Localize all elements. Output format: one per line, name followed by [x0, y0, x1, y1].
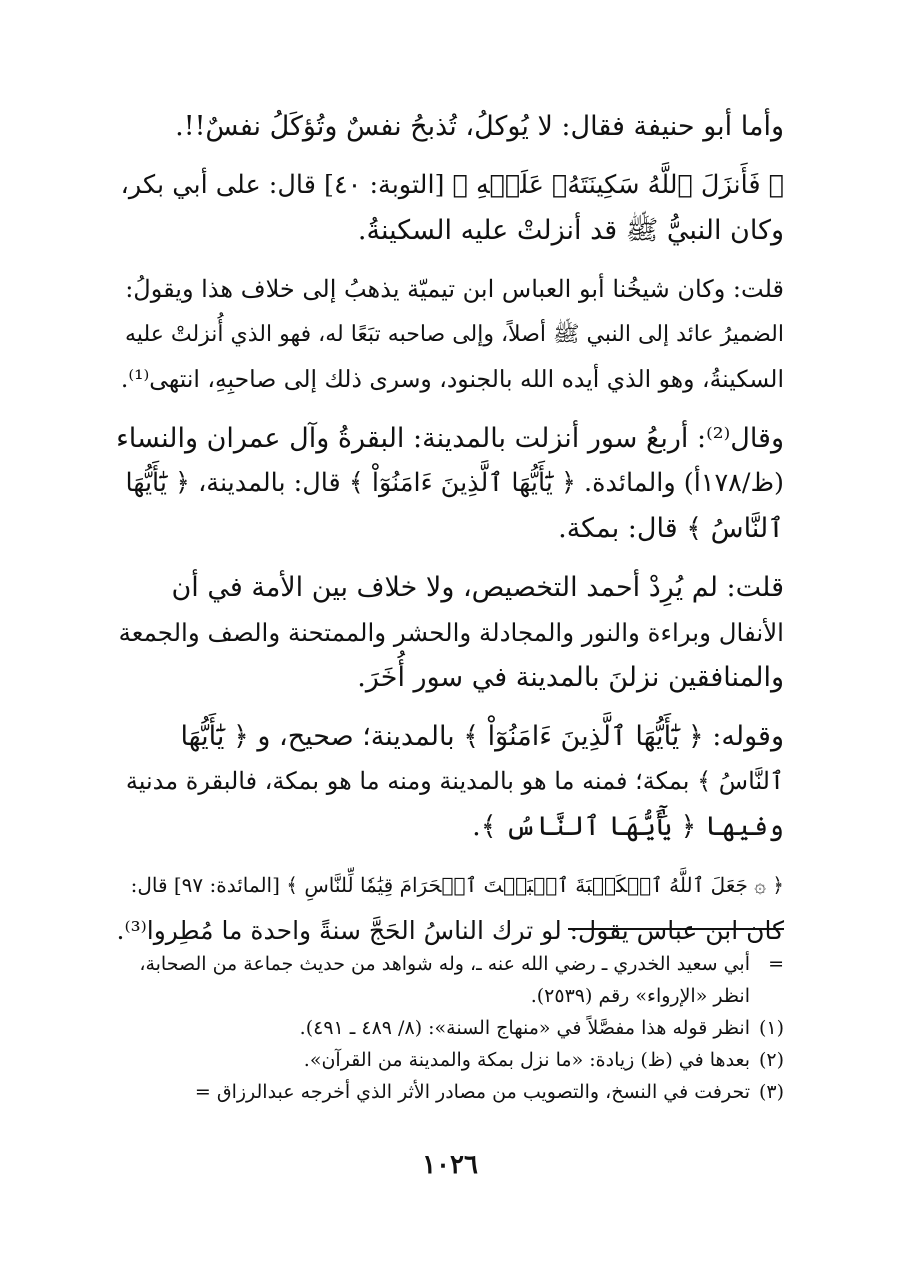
footnote-separator	[568, 928, 784, 930]
text-line: قلت: وكان شيخُنا أبو العباس ابن تيميّة يذهبُ إلى خلاف هذا ويقولُ:	[125, 275, 784, 303]
text-line: ﴿ فَأَنزَلَ ٱللَّهُ سَكِينَتَهُۥ عَلَيۡهِ ﴾ [التوبة: ٤٠] قال: على أبي بكر،	[120, 170, 784, 200]
footnote-2	[116, 1044, 784, 1076]
text-line: السكينةُ، وهو الذي أيده الله بالجنود، وسرى ذلك إلى صاحبِهِ، انتهى⁽¹⁾.	[120, 365, 784, 393]
paragraph-ibn-taymiyya	[116, 267, 784, 402]
text-line: بعدها في (ظ) زيادة: «ما نزل بمكة والمدينة من القرآن».	[303, 1049, 750, 1071]
main-text	[116, 104, 784, 967]
footnote-text	[116, 1044, 750, 1076]
paragraph-abu-hanifa	[116, 104, 784, 149]
footnote-3	[116, 1076, 784, 1108]
paragraph-ya-ayyuha	[116, 714, 784, 849]
text-line: ٱلنَّاسُ ﴾ قال: بمكة.	[558, 513, 784, 544]
text-line: وكان النبيُّ ﷺ قد أنزلتْ عليه السكينةُ.	[357, 215, 784, 246]
paragraph-four-surahs	[116, 416, 784, 551]
text-line: وفيها ﴿ يَٰٓأَيُّهَا ٱلنَّاسُ ﴾.	[472, 811, 784, 842]
text-line: الضميرُ عائد إلى النبي ﷺ أصلاً، وإلى صاحبه تبَعًا له، فهو الذي أُنزلتْ عليه	[125, 322, 784, 347]
paragraph-sakina-verse	[116, 163, 784, 253]
footnote-mark: (٢)	[758, 1049, 784, 1071]
footnote-continuation	[116, 948, 784, 1012]
text-line: وقال⁽²⁾: أربعُ سور أنزلت بالمدينة: البقرةُ وآل عمران والنساء	[116, 423, 784, 454]
text-line: تحرفت في النسخ، والتصويب من مصادر الأثر الذي أخرجه عبدالرزاق =	[194, 1081, 750, 1103]
footnote-mark: =	[768, 953, 784, 975]
page-number: ١٠٢٦	[422, 1150, 478, 1180]
text-line: (ظ/١٧٨أ) والمائدة. ﴿ يَٰٓأَيُّهَا ٱلَّذِينَ ءَامَنُوٓاْ ﴾ قال: بالمدينة، ﴿ يَٰٓأَيُّهَا	[125, 468, 784, 498]
footnote-1	[116, 1012, 784, 1044]
text-line: كان ابن عباس يقول: لو ترك الناسُ الحَجَّ سنةً واحدة ما مُطِروا⁽³⁾.	[116, 916, 784, 945]
paragraph-kaaba-verse	[116, 863, 784, 953]
footnotes	[116, 948, 784, 1108]
text-line: والمنافقين نزلنَ بالمدينة في سور أُخَرَ.	[357, 662, 784, 693]
text-line: انظر «الإرواء» رقم (٢٥٣٩).	[530, 985, 750, 1007]
text-line: انظر قوله هذا مفصَّلاً في «منهاج السنة»: (٨/ ٤٨٩ ـ ٤٩١).	[299, 1017, 750, 1039]
footnote-text	[116, 948, 750, 1012]
text-line: وقوله: ﴿ يَٰٓأَيُّهَا ٱلَّذِينَ ءَامَنُوٓاْ ﴾ بالمدينة؛ صحيح، و ﴿ يَٰٓأَيُّهَا	[180, 721, 784, 752]
text-line: أبي سعيد الخدري ـ رضي الله عنه ـ، وله شواهد من حديث جماعة من الصحابة،	[139, 953, 750, 975]
footnote-mark: (٣)	[758, 1081, 784, 1103]
paragraph-medinan-surahs	[116, 565, 784, 700]
footnote-mark: (١)	[758, 1017, 784, 1039]
text-line: ﴿ ۞ جَعَلَ ٱللَّهُ ٱلۡكَعۡبَةَ ٱلۡبَيۡتَ ٱلۡحَرَامَ قِيَٰمٗا لِّلنَّاسِ ﴾ [المائدة: ٩٧] قال:	[130, 873, 784, 897]
footnote-text	[116, 1076, 750, 1108]
footnote-text	[116, 1012, 750, 1044]
text-line: قلت: لم يُرِدْ أحمد التخصيص، ولا خلاف بين الأمة في أن	[171, 572, 784, 603]
text-line: ٱلنَّاسُ ﴾ بمكة؛ فمنه ما هو بالمدينة ومنه ما هو بمكة، فالبقرة مدنية	[125, 767, 784, 795]
text-line: وأما أبو حنيفة فقال: لا يُوكلُ، تُذبحُ نفسٌ وتُؤكَلُ نفسٌ!!.	[175, 111, 784, 142]
text-line: الأنفال وبراءة والنور والمجادلة والحشر والممتحنة والصف والجمعة	[118, 618, 784, 647]
